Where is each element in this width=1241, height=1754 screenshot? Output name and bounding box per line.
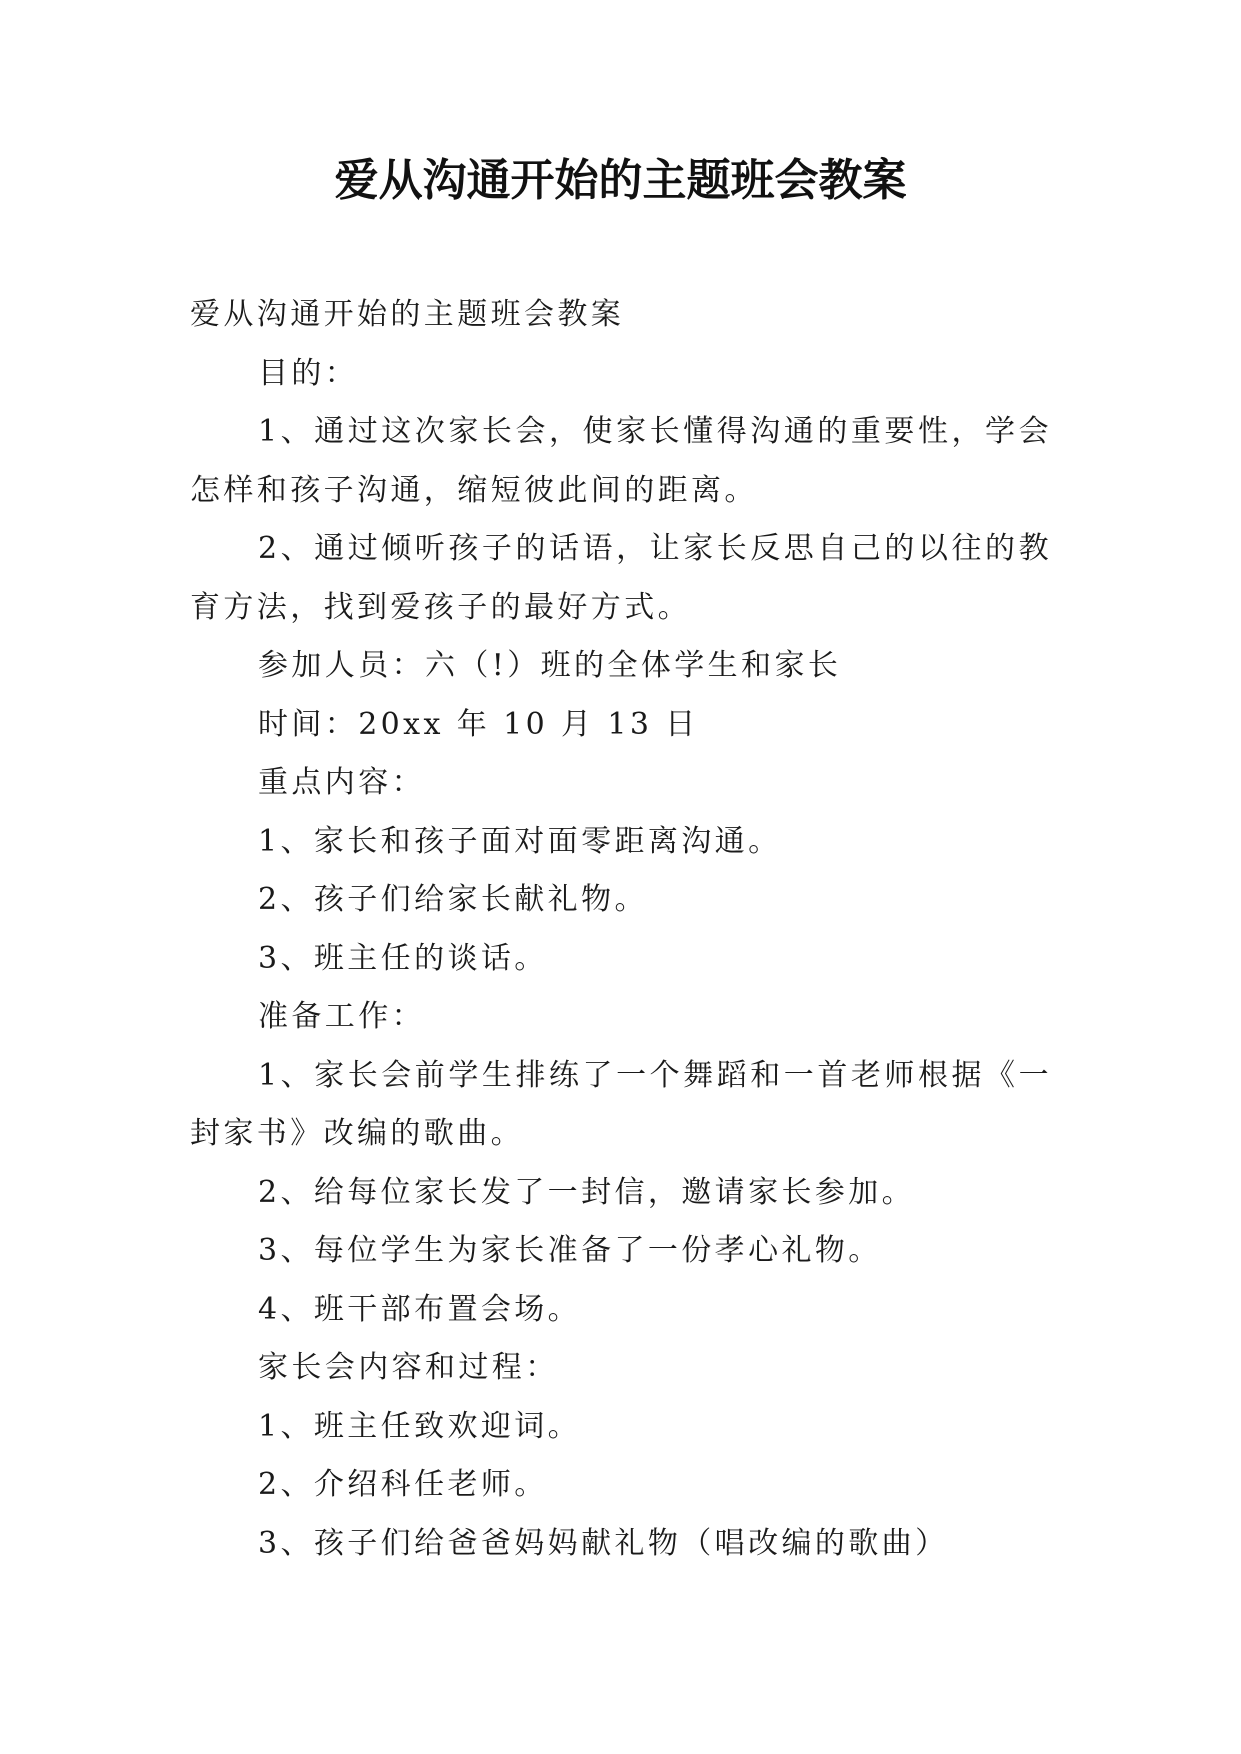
document-subtitle: 爱从沟通开始的主题班会教案 <box>190 297 625 332</box>
body-paragraph: 重点内容： <box>258 765 425 800</box>
body-paragraph: 2、通过倾听孩子的话语，让家长反思自己的以往的教育方法，找到爱孩子的最好方式。 <box>190 531 1052 625</box>
body-paragraph: 参加人员：六（!）班的全体学生和家长 <box>258 648 842 683</box>
body-paragraph: 家长会内容和过程： <box>258 1350 559 1385</box>
body-paragraph: 3、每位学生为家长准备了一份孝心礼物。 <box>258 1233 882 1268</box>
body-paragraph: 准备工作： <box>258 999 425 1034</box>
document-body <box>190 286 1052 1573</box>
body-paragraph: 2、孩子们给家长献礼物。 <box>258 882 648 917</box>
body-paragraph: 1、通过这次家长会，使家长懂得沟通的重要性，学会怎样和孩子沟通，缩短彼此间的距离。 <box>190 414 1052 508</box>
body-paragraph: 2、介绍科任老师。 <box>258 1467 548 1502</box>
body-paragraph: 1、家长和孩子面对面零距离沟通。 <box>258 823 782 859</box>
document-title: 爱从沟通开始的主题班会教案 <box>334 155 907 206</box>
body-paragraph: 3、班主任的谈话。 <box>258 940 548 976</box>
body-paragraph: 4、班干部布置会场。 <box>258 1291 582 1327</box>
body-paragraph: 1、家长会前学生排练了一个舞蹈和一首老师根据《一封家书》改编的歌曲。 <box>190 1057 1052 1151</box>
body-paragraph: 2、给每位家长发了一封信，邀请家长参加。 <box>258 1174 916 1210</box>
body-paragraph: 时间：20xx 年 10 月 13 日 <box>258 706 699 742</box>
body-paragraph: 目的： <box>258 355 359 391</box>
body-paragraph: 1、班主任致欢迎词。 <box>258 1408 582 1444</box>
body-paragraph: 3、孩子们给爸爸妈妈献礼物（唱改编的歌曲） <box>258 1525 949 1561</box>
